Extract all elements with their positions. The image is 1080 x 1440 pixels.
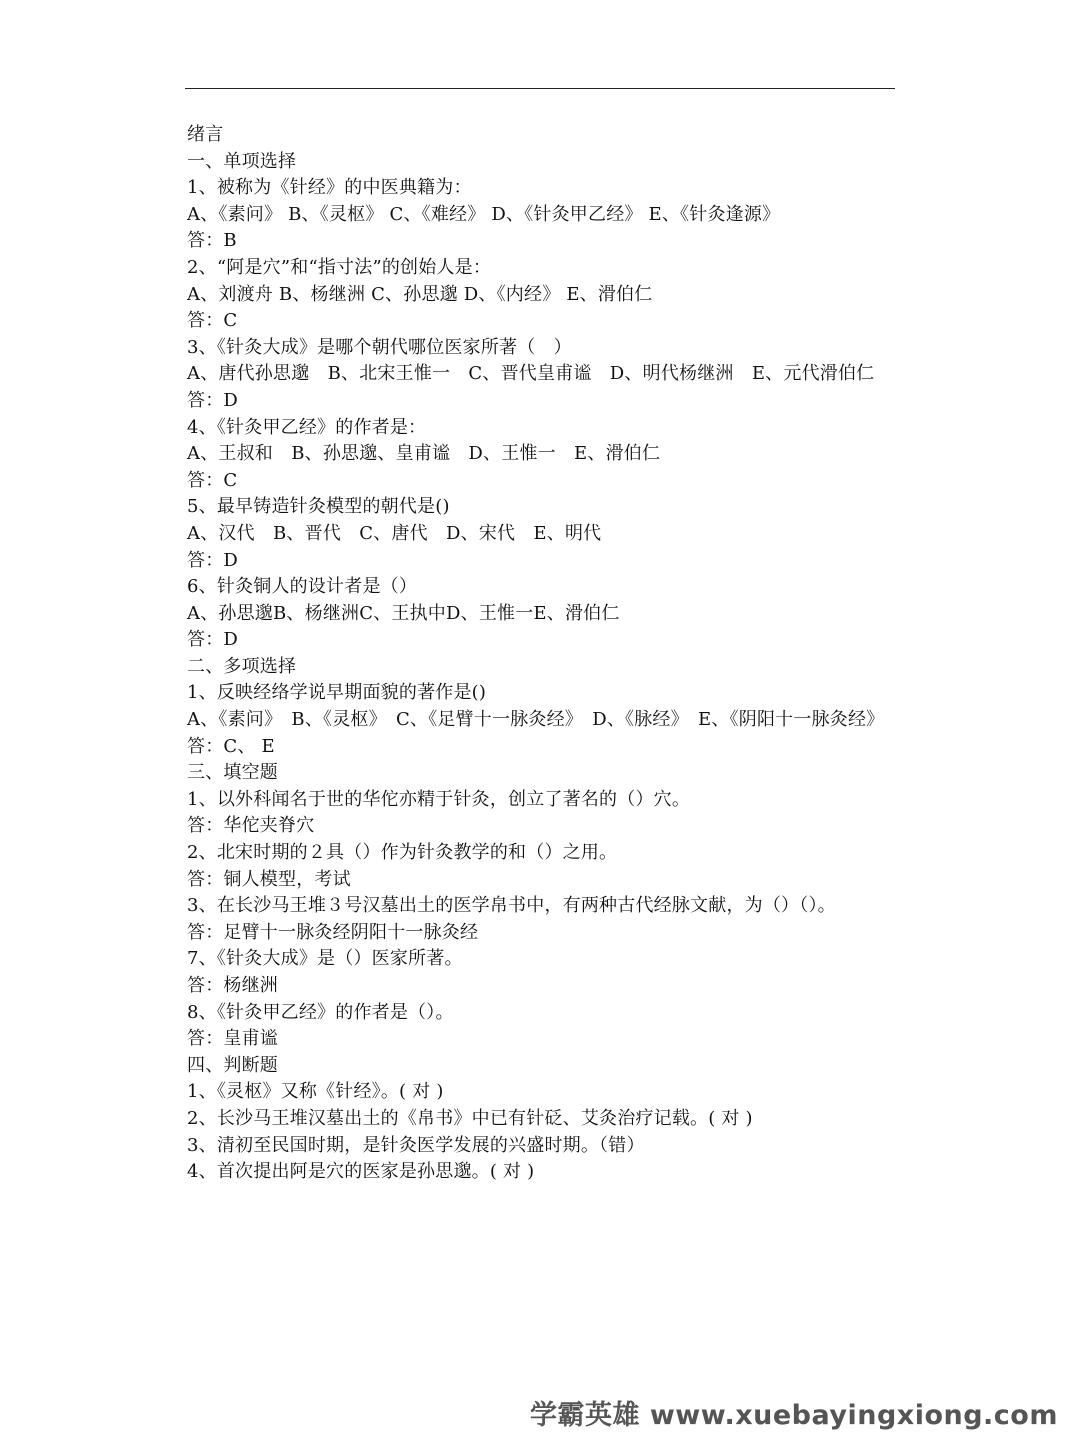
options: A、刘渡舟 B、杨继洲 C、孙思邈 D、《内经》 E、滑伯仁 <box>187 283 653 305</box>
question: 1、被称为《针经》的中医典籍为： <box>187 177 472 199</box>
document-body <box>187 122 899 1186</box>
question: 7、《针灸大成》是（）医家所著。 <box>187 948 463 970</box>
answer: 答：足臂十一脉灸经阴阳十一脉灸经 <box>187 921 479 943</box>
options: A、唐代孙思邈 B、北宋王惟一 C、晋代皇甫谧 D、明代杨继洲 E、元代滑伯仁 <box>187 363 875 385</box>
options: A、《素问》 B、《灵枢》 C、《难经》 D、《针灸甲乙经》 E、《针灸逢源》 <box>187 203 781 225</box>
true-false-item: 2、长沙马王堆汉墓出土的《帛书》中已有针砭、艾灸治疗记载。( 对 ) <box>187 1107 753 1129</box>
site-watermark: 学霸英雄 www.xuebayingxiong.com <box>529 1400 1058 1431</box>
true-false-item: 3、清初至民国时期，是针灸医学发展的兴盛时期。（错） <box>187 1134 645 1156</box>
section-title: 绪言 <box>187 124 224 145</box>
answer: 答：铜人模型，考试 <box>187 868 351 890</box>
answer: 答：华佗夹脊穴 <box>187 815 315 837</box>
section-heading: 三、填空题 <box>187 762 278 784</box>
section-heading: 四、判断题 <box>187 1054 278 1076</box>
question: 2、北宋时期的２具（）作为针灸教学的和（）之用。 <box>187 842 618 864</box>
options: A、《素问》 B、《灵枢》 C、《足臂十一脉灸经》 D、《脉经》 E、《阴阳十一脉灸经》 <box>187 709 885 731</box>
answer: 答：D <box>187 549 239 571</box>
answer: 答：D <box>187 389 239 411</box>
question: 1、反映经络学说早期面貌的著作是() <box>187 682 487 704</box>
options: A、孙思邈B、杨继洲C、王执中D、王惟一E、滑伯仁 <box>187 602 620 624</box>
answer: 答：C <box>187 310 238 332</box>
header-rule <box>185 88 895 89</box>
question: 1、以外科闻名于世的华佗亦精于针灸，创立了著名的（）穴。 <box>187 788 691 810</box>
true-false-item: 4、首次提出阿是穴的医家是孙思邈。( 对 ) <box>187 1161 535 1183</box>
section-heading: 二、多项选择 <box>187 655 297 677</box>
section-heading: 一、单项选择 <box>187 150 297 172</box>
question: 3、在长沙马王堆３号汉墓出土的医学帛书中，有两种古代经脉文献，为（）（）。 <box>187 895 836 917</box>
question: 3、《针灸大成》是哪个朝代哪位医家所著（ ） <box>187 336 572 358</box>
answer: 答：杨继洲 <box>187 975 278 996</box>
answer: 答：C、 E <box>187 735 275 757</box>
question: 5、最早铸造针灸模型的朝代是() <box>187 496 450 518</box>
answer: 答：C <box>187 469 238 491</box>
answer: 答：B <box>187 230 237 252</box>
options: A、王叔和 B、孙思邈、皇甫谧 D、王惟一 E、滑伯仁 <box>187 443 661 465</box>
question: 4、《针灸甲乙经》的作者是： <box>187 416 427 438</box>
question: 8、《针灸甲乙经》的作者是（）。 <box>187 1001 454 1023</box>
answer: 答：皇甫谧 <box>187 1028 278 1050</box>
question: 2、“阿是穴”和“指寸法”的创始人是： <box>187 256 492 278</box>
true-false-item: 1、《灵枢》又称《针经》。( 对 ) <box>187 1081 444 1103</box>
options: A、汉代 B、晋代 C、唐代 D、宋代 E、明代 <box>187 522 602 544</box>
question: 6、针灸铜人的设计者是（） <box>187 576 418 598</box>
answer: 答：D <box>187 629 239 651</box>
